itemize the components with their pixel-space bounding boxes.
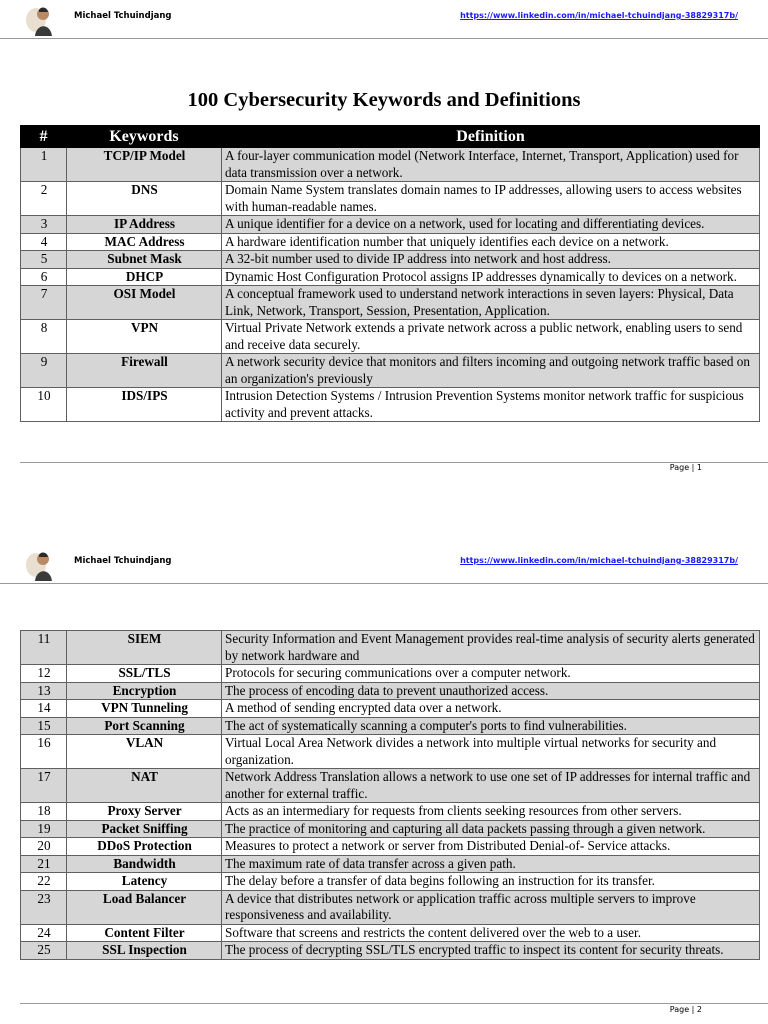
row-number-cell: 6: [21, 268, 67, 286]
table-row: [21, 631, 760, 665]
definition-cell: Virtual Local Area Network divides a network into multiple virtual networks for security and organization.: [222, 735, 760, 769]
author-avatar: [22, 547, 58, 581]
keyword-cell: Load Balancer: [67, 890, 222, 924]
row-number-cell: 13: [21, 682, 67, 700]
keyword-cell: MAC Address: [67, 233, 222, 251]
page-header: [0, 0, 768, 40]
row-number-cell: 2: [21, 182, 67, 216]
column-header-keywords: Keywords: [67, 126, 222, 148]
definition-cell: The delay before a transfer of data begins following an instruction for its transfer.: [222, 873, 760, 891]
table-row: [21, 873, 760, 891]
column-header-definition: Definition: [222, 126, 760, 148]
table-row: [21, 148, 760, 182]
keyword-cell: VPN Tunneling: [67, 700, 222, 718]
keyword-cell: VLAN: [67, 735, 222, 769]
keyword-cell: SSL Inspection: [67, 942, 222, 960]
page-header: [0, 545, 768, 585]
header-divider: [0, 38, 768, 39]
row-number-cell: 19: [21, 820, 67, 838]
table-row: [21, 233, 760, 251]
row-number-cell: 10: [21, 388, 67, 422]
keyword-cell: OSI Model: [67, 286, 222, 320]
row-number-cell: 22: [21, 873, 67, 891]
definition-cell: A four-layer communication model (Network Interface, Internet, Transport, Application) used for data transmission over a network.: [222, 148, 760, 182]
definition-cell: The act of systematically scanning a computer's ports to find vulnerabilities.: [222, 717, 760, 735]
footer-divider: [20, 1003, 768, 1004]
document-page-2: [0, 545, 768, 1024]
table-header-row: [21, 126, 760, 148]
definition-cell: The process of decrypting SSL/TLS encrypted traffic to inspect its content for security threats.: [222, 942, 760, 960]
keyword-cell: Port Scanning: [67, 717, 222, 735]
table-row: [21, 388, 760, 422]
page-number: Page | 2: [669, 1005, 702, 1014]
table-row: [21, 182, 760, 216]
row-number-cell: 23: [21, 890, 67, 924]
keywords-table: [20, 630, 760, 960]
definition-cell: A conceptual framework used to understand network interactions in seven layers: Physical, Data Link, Network, Transport, Session, Presentation, Application.: [222, 286, 760, 320]
keyword-cell: Latency: [67, 873, 222, 891]
keyword-cell: SIEM: [67, 631, 222, 665]
definition-cell: Virtual Private Network extends a private network across a public network, enabling users to send and receive data securely.: [222, 320, 760, 354]
definition-cell: The practice of monitoring and capturing all data packets passing through a given network.: [222, 820, 760, 838]
keyword-cell: DDoS Protection: [67, 838, 222, 856]
definition-cell: Domain Name System translates domain names to IP addresses, allowing users to access websites with human-readable names.: [222, 182, 760, 216]
table-row: [21, 216, 760, 234]
definition-cell: A method of sending encrypted data over a network.: [222, 700, 760, 718]
table-row: [21, 700, 760, 718]
keyword-cell: IP Address: [67, 216, 222, 234]
author-avatar: [22, 2, 58, 36]
table-row: [21, 320, 760, 354]
row-number-cell: 4: [21, 233, 67, 251]
definition-cell: Intrusion Detection Systems / Intrusion Prevention Systems monitor network traffic for suspicious activity and prevent attacks.: [222, 388, 760, 422]
table-row: [21, 251, 760, 269]
keyword-cell: Proxy Server: [67, 803, 222, 821]
row-number-cell: 17: [21, 769, 67, 803]
table-row: [21, 838, 760, 856]
row-number-cell: 8: [21, 320, 67, 354]
table-row: [21, 820, 760, 838]
keyword-cell: Subnet Mask: [67, 251, 222, 269]
table-row: [21, 890, 760, 924]
keyword-cell: Packet Sniffing: [67, 820, 222, 838]
definition-cell: Dynamic Host Configuration Protocol assigns IP addresses dynamically to devices on a network.: [222, 268, 760, 286]
definition-cell: Network Address Translation allows a network to use one set of IP addresses for internal traffic and another for external traffic.: [222, 769, 760, 803]
row-number-cell: 16: [21, 735, 67, 769]
definition-cell: A device that distributes network or application traffic across multiple servers to improve responsiveness and availability.: [222, 890, 760, 924]
table-row: [21, 803, 760, 821]
table-row: [21, 735, 760, 769]
row-number-cell: 11: [21, 631, 67, 665]
keyword-cell: Content Filter: [67, 924, 222, 942]
footer-divider: [20, 462, 768, 463]
table-row: [21, 286, 760, 320]
page-number: Page | 1: [669, 463, 702, 472]
definition-cell: The maximum rate of data transfer across a given path.: [222, 855, 760, 873]
row-number-cell: 9: [21, 354, 67, 388]
keyword-cell: VPN: [67, 320, 222, 354]
document-title: 100 Cybersecurity Keywords and Definitions: [187, 89, 581, 111]
table-body: [21, 148, 760, 422]
author-name: Michael Tchuindjang: [74, 11, 172, 21]
keyword-cell: NAT: [67, 769, 222, 803]
table-row: [21, 682, 760, 700]
keyword-cell: DHCP: [67, 268, 222, 286]
keyword-cell: DNS: [67, 182, 222, 216]
table-row: [21, 769, 760, 803]
row-number-cell: 12: [21, 665, 67, 683]
row-number-cell: 25: [21, 942, 67, 960]
keyword-cell: TCP/IP Model: [67, 148, 222, 182]
row-number-cell: 1: [21, 148, 67, 182]
document-page-1: [0, 0, 768, 490]
row-number-cell: 7: [21, 286, 67, 320]
row-number-cell: 5: [21, 251, 67, 269]
row-number-cell: 24: [21, 924, 67, 942]
column-header-number: #: [21, 126, 67, 148]
row-number-cell: 21: [21, 855, 67, 873]
definition-cell: A network security device that monitors and filters incoming and outgoing network traffic based on an organization's previously: [222, 354, 760, 388]
table-row: [21, 665, 760, 683]
table-row: [21, 855, 760, 873]
definition-cell: Protocols for securing communications over a computer network.: [222, 665, 760, 683]
table-row: [21, 924, 760, 942]
row-number-cell: 15: [21, 717, 67, 735]
row-number-cell: 20: [21, 838, 67, 856]
linkedin-link[interactable]: https://www.linkedin.com/in/michael-tchuindjang-38829317b/: [460, 11, 738, 20]
definition-cell: Acts as an intermediary for requests from clients seeking resources from other servers.: [222, 803, 760, 821]
definition-cell: Measures to protect a network or server from Distributed Denial-of- Service attacks.: [222, 838, 760, 856]
table-row: [21, 942, 760, 960]
linkedin-link[interactable]: https://www.linkedin.com/in/michael-tchuindjang-38829317b/: [460, 556, 738, 565]
row-number-cell: 14: [21, 700, 67, 718]
table-row: [21, 354, 760, 388]
keyword-cell: SSL/TLS: [67, 665, 222, 683]
row-number-cell: 18: [21, 803, 67, 821]
keyword-cell: IDS/IPS: [67, 388, 222, 422]
author-name: Michael Tchuindjang: [74, 556, 172, 566]
keyword-cell: Firewall: [67, 354, 222, 388]
definition-cell: A 32-bit number used to divide IP address into network and host address.: [222, 251, 760, 269]
keyword-cell: Bandwidth: [67, 855, 222, 873]
definition-cell: A hardware identification number that uniquely identifies each device on a network.: [222, 233, 760, 251]
table-row: [21, 717, 760, 735]
row-number-cell: 3: [21, 216, 67, 234]
keywords-table: [20, 125, 760, 422]
keyword-cell: Encryption: [67, 682, 222, 700]
header-divider: [0, 583, 768, 584]
table-row: [21, 268, 760, 286]
definition-cell: Software that screens and restricts the content delivered over the web to a user.: [222, 924, 760, 942]
definition-cell: A unique identifier for a device on a network, used for locating and differentiating devices.: [222, 216, 760, 234]
definition-cell: The process of encoding data to prevent unauthorized access.: [222, 682, 760, 700]
table-body: [21, 631, 760, 960]
definition-cell: Security Information and Event Management provides real-time analysis of security alerts generated by network hardware and: [222, 631, 760, 665]
